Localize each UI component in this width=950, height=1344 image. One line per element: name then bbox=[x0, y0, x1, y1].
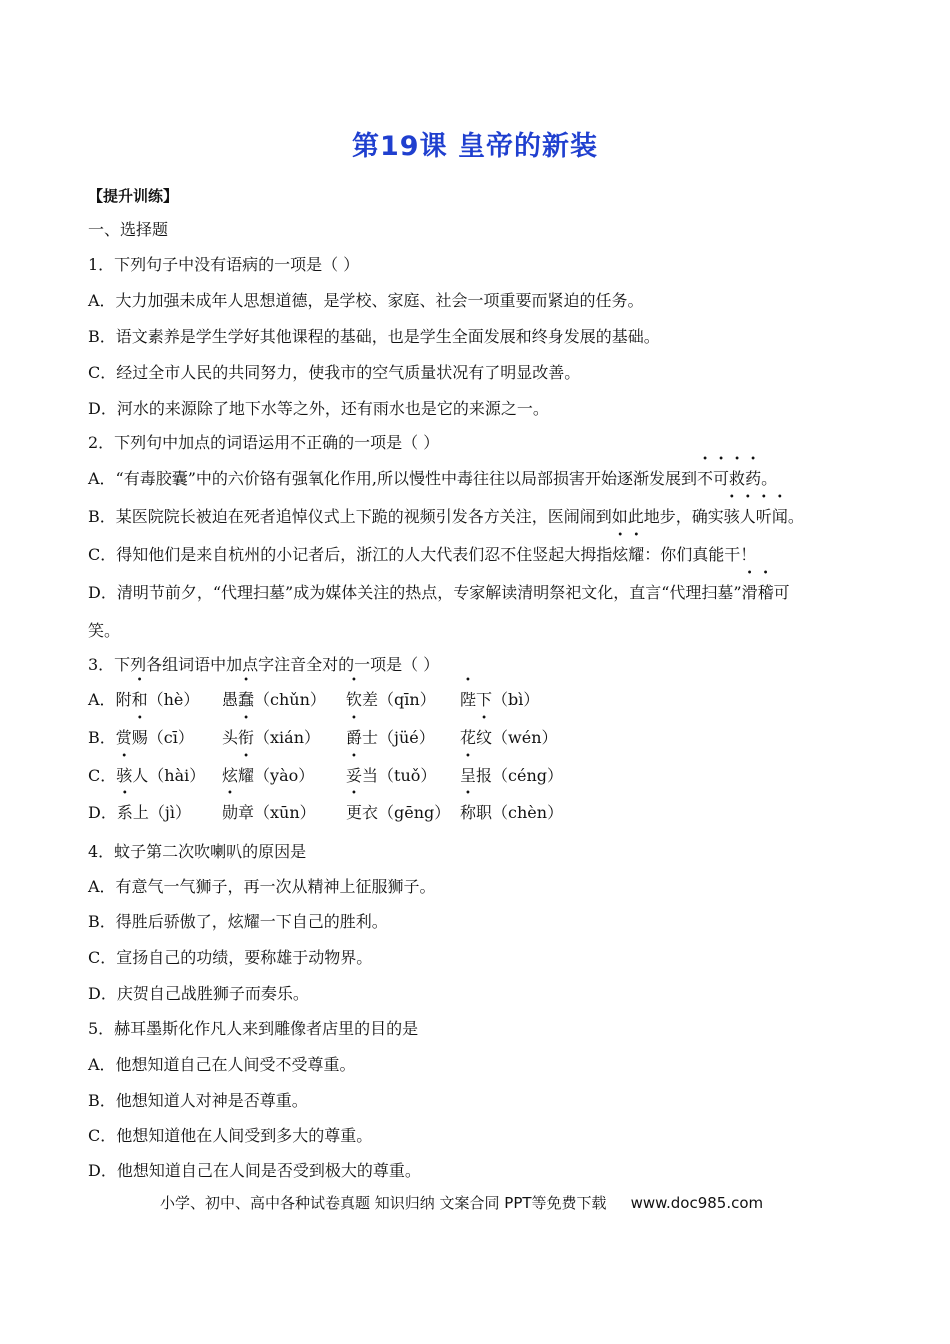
dotted-char: 药 bbox=[745, 469, 762, 488]
dotted-char: 闻 bbox=[771, 507, 788, 526]
q2-option-d bbox=[88, 583, 868, 603]
q2-stem: 2．下列句中加点的词语运用不正确的一项是（ ） bbox=[88, 433, 440, 452]
q3-option-label: A． bbox=[88, 690, 116, 709]
q3-word bbox=[346, 728, 435, 748]
q3-word bbox=[222, 766, 314, 786]
q5-option-d: D．他想知道自己在人间是否受到极大的尊重。 bbox=[88, 1161, 421, 1180]
q3-pinyin: （hài） bbox=[148, 766, 206, 785]
q1-option-d: D．河水的来源除了地下水等之外，还有雨水也是它的来源之一。 bbox=[88, 399, 549, 418]
q3-word bbox=[222, 728, 320, 748]
q3-char: 差 bbox=[362, 690, 379, 709]
q1-option-a: A．大力加强未成年人思想道德，是学校、家庭、社会一项重要而紧迫的任务。 bbox=[88, 291, 644, 310]
q3-char: 更 bbox=[346, 803, 363, 822]
q4-stem: 4．蚊子第二次吹喇叭的原因是 bbox=[88, 842, 307, 861]
q3-pinyin: （xián） bbox=[254, 728, 321, 747]
q2-d-end: 可 bbox=[773, 583, 790, 602]
q4-option-c: C．宣扬自己的功绩，要称雄于动物界。 bbox=[88, 948, 373, 967]
q3-char: 纹 bbox=[476, 728, 493, 747]
q3-word bbox=[88, 766, 205, 786]
q3-char: 当 bbox=[362, 766, 379, 785]
dotted-char: 听 bbox=[755, 507, 772, 526]
q3-pinyin: （chǔn） bbox=[254, 690, 326, 709]
q2-c-end: ：你们真能干！ bbox=[644, 545, 757, 564]
q3-pinyin: （cī） bbox=[147, 728, 194, 747]
q2-option-b bbox=[88, 507, 868, 527]
q3-option-label: D． bbox=[88, 803, 117, 822]
q3-char: 人 bbox=[132, 766, 149, 785]
dotted-char: 骇 bbox=[723, 507, 740, 526]
q3-char: 和 bbox=[131, 690, 148, 709]
q3-char: 职 bbox=[476, 803, 493, 822]
q3-char: 钦 bbox=[346, 690, 363, 709]
q3-char: 称 bbox=[460, 803, 477, 822]
q5-option-a: A．他想知道自己在人间受不受尊重。 bbox=[88, 1055, 356, 1074]
q3-pinyin: （xūn） bbox=[254, 803, 316, 822]
q3-char: 章 bbox=[238, 803, 255, 822]
q3-pinyin: （bì） bbox=[492, 690, 540, 709]
dotted-char: 耀 bbox=[628, 545, 645, 564]
q3-char: 赐 bbox=[131, 728, 148, 747]
q2-a-end: 。 bbox=[761, 469, 778, 488]
q3-char: 系 bbox=[116, 803, 133, 822]
footer-link[interactable]: www.doc985.com bbox=[630, 1194, 764, 1212]
q4-option-d: D．庆贺自己战胜狮子而奏乐。 bbox=[88, 984, 309, 1003]
q2-option-a bbox=[88, 469, 868, 489]
q3-char: 妥 bbox=[346, 766, 363, 785]
q3-char: 衣 bbox=[362, 803, 379, 822]
q1-option-c: C．经过全市人民的共同努力，使我市的空气质量状况有了明显改善。 bbox=[88, 363, 581, 382]
q4-option-b: B．得胜后骄傲了，炫耀一下自己的胜利。 bbox=[88, 912, 388, 931]
q2-option-d-continued: 笑。 bbox=[88, 621, 121, 640]
q3-char: 士 bbox=[362, 728, 379, 747]
q3-pinyin: （qīn） bbox=[378, 690, 436, 709]
q3-char: 下 bbox=[476, 690, 493, 709]
q3-stem: 3．下列各组词语中加点字注音全对的一项是（ ） bbox=[88, 655, 440, 674]
page-title: 第19课 皇帝的新装 bbox=[352, 131, 598, 162]
q2-b-text: B．某医院院长被迫在死者追悼仪式上下跪的视频引发各方关注，医闹闹到如此地步，确实 bbox=[88, 507, 724, 526]
q3-pinyin: （gēng） bbox=[378, 803, 451, 822]
q2-b-end: 。 bbox=[787, 507, 804, 526]
q5-option-c: C．他想知道他在人间受到多大的尊重。 bbox=[88, 1126, 373, 1145]
q3-char: 花 bbox=[460, 728, 477, 747]
q3-word bbox=[222, 690, 326, 710]
q3-char: 附 bbox=[115, 690, 132, 709]
part-heading: 一、选择题 bbox=[88, 220, 169, 239]
dotted-char: 不 bbox=[697, 469, 714, 488]
q3-word bbox=[346, 803, 450, 823]
q3-char: 爵 bbox=[346, 728, 363, 747]
q2-a-text: A．“有毒胶囊”中的六价铬有强氧化作用,所以慢性中毒往往以局部损害开始逐渐发展到 bbox=[88, 469, 698, 488]
q3-word bbox=[346, 766, 436, 786]
dotted-char: 滑 bbox=[741, 583, 758, 602]
q3-pinyin: （jì） bbox=[148, 803, 191, 822]
q3-char: 头 bbox=[222, 728, 239, 747]
q3-pinyin: （wén） bbox=[492, 728, 558, 747]
q3-word bbox=[460, 766, 563, 786]
dotted-char: 稽 bbox=[757, 583, 774, 602]
q3-char: 上 bbox=[132, 803, 149, 822]
q3-word bbox=[88, 690, 199, 710]
q3-char: 赏 bbox=[115, 728, 132, 747]
q3-char: 衔 bbox=[238, 728, 255, 747]
q3-word bbox=[88, 728, 194, 748]
q3-pinyin: （jüé） bbox=[378, 728, 435, 747]
q2-d-text: D．清明节前夕，“代理扫墓”成为媒体关注的热点，专家解读清明祭祀文化，直言“代理扫墓” bbox=[88, 583, 742, 602]
q3-char: 勋 bbox=[222, 803, 239, 822]
q3-word bbox=[88, 803, 191, 823]
q3-word bbox=[460, 728, 558, 748]
q3-char: 炫 bbox=[222, 766, 239, 785]
dotted-char: 炫 bbox=[612, 545, 629, 564]
q3-option-label: C． bbox=[88, 766, 117, 785]
dotted-char: 可 bbox=[713, 469, 730, 488]
q5-stem: 5．赫耳墨斯化作凡人来到雕像者店里的目的是 bbox=[88, 1019, 419, 1038]
q2-option-c bbox=[88, 545, 868, 565]
q3-char: 呈 bbox=[460, 766, 477, 785]
footer-text: 小学、初中、高中各种试卷真题 知识归纳 文案合同 PPT等免费下载 bbox=[160, 1194, 607, 1212]
q1-option-b: B．语文素养是学生学好其他课程的基础，也是学生全面发展和终身发展的基础。 bbox=[88, 327, 660, 346]
q4-option-a: A．有意气一气狮子，再一次从精神上征服狮子。 bbox=[88, 877, 436, 896]
q3-char: 陛 bbox=[460, 690, 477, 709]
q3-char: 蠢 bbox=[238, 690, 255, 709]
q3-char: 耀 bbox=[238, 766, 255, 785]
q3-word bbox=[222, 803, 316, 823]
q3-pinyin: （tuǒ） bbox=[378, 766, 437, 785]
q3-word bbox=[460, 803, 563, 823]
section-label: 【提升训练】 bbox=[88, 187, 179, 205]
q1-stem: 1．下列句子中没有语病的一项是（ ） bbox=[88, 255, 360, 274]
q3-pinyin: （céng） bbox=[492, 766, 564, 785]
q3-pinyin: （hè） bbox=[147, 690, 200, 709]
dotted-char: 人 bbox=[739, 507, 756, 526]
page-footer bbox=[160, 1192, 920, 1213]
q3-pinyin: （yào） bbox=[254, 766, 315, 785]
q3-option-label: B． bbox=[88, 728, 116, 747]
q3-word bbox=[460, 690, 539, 710]
q3-char: 愚 bbox=[222, 690, 239, 709]
q3-char: 骇 bbox=[116, 766, 133, 785]
q3-pinyin: （chèn） bbox=[492, 803, 564, 822]
q3-char: 报 bbox=[476, 766, 493, 785]
q5-option-b: B．他想知道人对神是否尊重。 bbox=[88, 1091, 308, 1110]
q2-c-text: C．得知他们是来自杭州的小记者后，浙江的人大代表们忍不住竖起大拇指 bbox=[88, 545, 613, 564]
q3-word bbox=[346, 690, 436, 710]
dotted-char: 救 bbox=[729, 469, 746, 488]
